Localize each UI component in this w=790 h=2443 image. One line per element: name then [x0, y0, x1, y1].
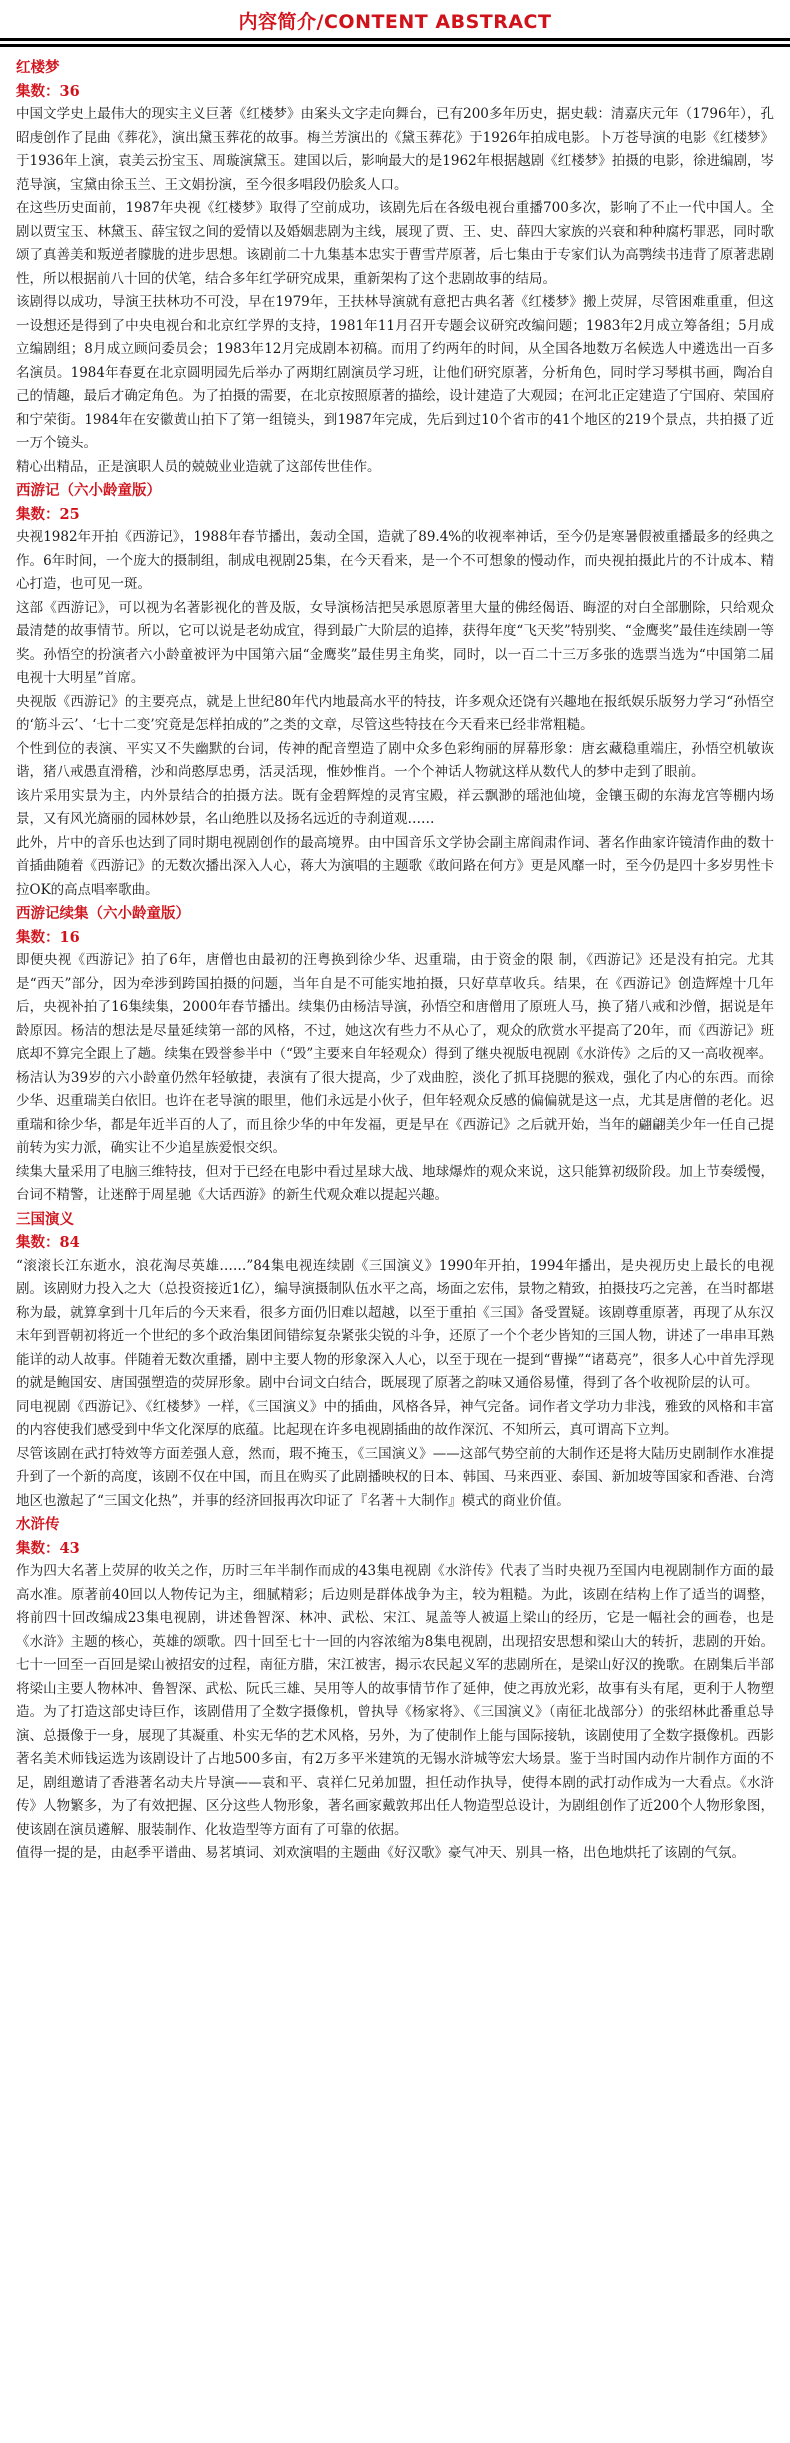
section-paragraph: 作为四大名著上荧屏的收关之作，历时三年半制作而成的43集电视剧《水浒传》代表了当时央视乃至国内电视剧制作方面的最高水准。原著前40回以人物传记为主，细腻精彩；后边则是群体战争为主，较为粗糙。为此，该剧在结构上作了适当的调整，将前四十回改编成23集电视剧，讲述鲁智深、林冲、武松、宋江、晁盖等人被逼上梁山的经历，它是一幅社会的画卷，也是《水浒》主题的核心，英雄的颂歌。四十回至七十一回的内容浓缩为8集电视剧，出现招安思想和梁山大的转折，悲剧的开始。七十一回至一百回是梁山被招安的过程，南征方腊，宋江被害，揭示农民起义军的悲剧所在，是梁山好汉的挽歌。在剧集后半部将梁山主要人物林冲、鲁智深、武松、阮氏三雄、吴用等人的故事情节作了延伸，使之再放光彩，故事有头有尾，更利于人物塑造。为了打造这部史诗巨作，该剧借用了全数字摄像机，曾执导《杨家将》、《三国演义》（南征北战部分）的张绍林此番重总导演、总摄像于一身，展现了其凝重、朴实无华的艺术风格，另外，为了使制作上能与国际接轨，该剧使用了全数字摄像机。西影著名美术师钱运选为该剧设计了占地500多亩，有2万多平米建筑的无锡水浒城等宏大场景。鉴于当时国内动作片制作方面的不足，剧组邀请了香港著名动夫片导演——袁和平、袁祥仁兄弟加盟，担任动作执导，使得本剧的武打动作成为一大看点。《水浒传》人物繁多，为了有效把握、区分这些人物形象，著名画家戴敦邦出任人物造型总设计，为剧组创作了近200个人物形象图，使该剧在演员遴解、服装制作、化妆造型等方面有了可靠的依据。	[16, 1563, 775, 1838]
section	[16, 902, 774, 1208]
section-paragraph: 该片采用实景为主，内外景结合的拍摄方法。既有金碧辉煌的灵宵宝殿，祥云飘渺的瑶池仙境，金镶玉砌的东海龙宫等棚内场景，又有风光旖丽的园林妙景，名山绝胜以及扬名远近的寺刹道观……	[16, 787, 774, 827]
episode-count: 集数：25	[16, 505, 80, 523]
section-paragraph: 此外，片中的音乐也达到了同时期电视剧创作的最高境界。由中国音乐文学协会副主席阎肃作词、著名作曲家许镜清作曲的数十首插曲随着《西游记》的无数次播出深入人心，蒋大为演唱的主题歌《敢问路在何方》更是风靡一时，至今仍是四十多岁男性卡拉OK的高点唱率歌曲。	[16, 834, 774, 898]
section-paragraph: 同电视剧《西游记》、《红楼梦》一样，《三国演义》中的插曲，风格各异，神气完备。词作者文学功力非浅，雅致的风格和丰富的内容使我们感受到中华文化深厚的底蕴。比起现在许多电视剧插曲的故作深沉、不知所云，真可谓高下立判。	[16, 1398, 774, 1438]
section-paragraph: 在这些历史面前，1987年央视《红楼梦》取得了空前成功，该剧先后在各级电视台重播700多次，影响了不止一代中国人。全剧以贾宝玉、林黛玉、薛宝钗之间的爱情以及婚姻悲剧为主线，展现了贾、王、史、薛四大家族的兴衰和种种腐朽罪恶，同时歌颂了真善美和叛逆者朦胧的进步思想。该剧前二十九集基本忠实于曹雪芹原著，后七集由于专家们认为高鹗续书违背了原著悲剧性，所以根据前八十回的伏笔，结合多年红学研究成果，重新架构了这个悲剧故事的结局。	[16, 200, 774, 287]
section-paragraph: 该剧得以成功，导演王扶林功不可没，早在1979年，王扶林导演就有意把古典名著《红楼梦》搬上荧屏，尽管困难重重，但这一设想还是得到了中央电视台和北京红学界的支持，1981年11月召开专题会议研究改编问题；1983年2月成立筹备组；5月成立编剧组；8月成立顾问委员会；1983年12月完成剧本初稿。而用了约两年的时间，从全国各地数万名候选人中遴选出一百多名演员。1984年春夏在北京圆明园先后举办了两期红剧演员学习班，让他们研究原著，分析角色，同时学习琴棋书画，陶冶自己的情趣，最后才确定角色。为了拍摄的需要，在北京按照原著的描绘，设计建造了大观园；在河北正定建造了宁国府、荣国府和宁荣街。1984年在安徽黄山拍下了第一组镜头，到1987年完成，先后到过10个省市的41个地区的219个景点，共拍摄了近一万个镜头。	[16, 294, 774, 451]
section-paragraph: 个性到位的表演、平实又不失幽默的台词，传神的配音塑造了剧中众多色彩绚丽的屏幕形象：唐玄藏稳重端庄，孙悟空机敏诙谐，猪八戒愚直滑稽，沙和尚憨厚忠勇，活灵活现，惟妙惟肖。一个个神话人物就这样从数代人的梦中走到了眼前。	[16, 740, 774, 780]
header-rule-top	[0, 38, 790, 41]
section-paragraph: 央视1982年开拍《西游记》，1988年春节播出，轰动全国，造就了89.4%的收视率神话，至今仍是寒暑假被重播最多的经典之作。6年时间，一个庞大的摄制组，制成电视剧25集，在今天看来，是一个不可想象的慢动作，而央视拍摄此片的不计成本、精心打造，也可见一斑。	[16, 529, 774, 592]
section	[16, 479, 774, 902]
section	[16, 1513, 774, 1866]
section-title: 西游记续集（六小龄童版）	[16, 905, 190, 922]
abstract-content	[16, 56, 774, 1866]
page-title: 内容简介/CONTENT ABSTRACT	[238, 10, 552, 33]
section-paragraph: 尽管该剧在武打特效等方面差强人意，然而，瑕不掩玉，《三国演义》——这部气势空前的大制作还是将大陆历史剧制作水准提升到了一个新的高度，该剧不仅在中国，而且在购买了此剧播映权的日本、韩国、马来西亚、泰国、新加坡等国家和香港、台湾地区也激起了“三国文化热”，并事的经济回报再次印证了『名著＋大制作』模式的商业价值。	[16, 1445, 774, 1509]
section-paragraph: 续集大量采用了电脑三维特技，但对于已经在电影中看过星球大战、地球爆炸的观众来说，这只能算初级阶段。加上节奏缓慢，台词不精警，让迷醉于周星驰《大话西游》的新生代观众难以提起兴趣。	[16, 1163, 774, 1203]
section-paragraph: 精心出精品，正是演职人员的兢兢业业造就了这部传世佳作。	[16, 458, 381, 475]
section-title: 西游记（六小龄童版）	[16, 482, 161, 499]
section-paragraph: “滚滚长江东逝水，浪花淘尽英雄……”84集电视连续剧《三国演义》1990年开拍，1994年播出，是央视历史上最长的电视剧。该剧财力投入之大（总投资接近1亿），编导演摄制队伍水平之高，场面之宏伟，景物之精致，拍摄技巧之完善，在当时都堪称为最，就算拿到十几年后的今天来看，很多方面仍旧难以超越，以至于重拍《三国》备受置疑。该剧尊重原著，再现了从东汉末年到晋朝初将近一个世纪的多个政治集团间错综复杂紧张尖锐的斗争，还原了一个个老少皆知的三国人物，讲述了一串串耳熟能详的动人故事。伴随着无数次重播，剧中主要人物的形象深入人心，以至于现在一提到“曹操”“诸葛亮”，很多人心中首先浮现的就是鲍国安、唐国强塑造的荧屏形象。剧中台词文白结合，既展现了原著之韵味又通俗易懂，得到了各个收视阶层的认可。	[16, 1257, 774, 1391]
episode-count: 集数：16	[16, 928, 80, 946]
section-paragraph: 即便央视《西游记》拍了6年，唐僧也由最初的汪粤换到徐少华、迟重瑞，由于资金的限 制，《西游记》还是没有拍完。尤其是“西天”部分，因为牵涉到跨国拍摄的问题，当年自是不可能实地拍摄，只好草草收兵。结果，在《西游记》创造辉煌十几年后，央视补拍了16集续集，2000年春节播出。续集仍由杨洁导演，孙悟空和唐僧用了原班人马，换了猪八戒和沙僧，据说是年龄原因。杨洁的想法是尽量延续第一部的风格，不过，她这次有些力不从心了，观众的欣赏水平提高了20年，而《西游记》班底却不算完全跟上了趟。续集在毁誉参半中（“毁”主要来自年轻观众）得到了继央视版电视剧《水浒传》之后的又一高收视率。	[16, 952, 774, 1062]
episode-count: 集数：84	[16, 1234, 80, 1251]
section-paragraph: 央视版《西游记》的主要亮点，就是上世纪80年代内地最高水平的特技，许多观众还饶有兴趣地在报纸娱乐版努力学习“孙悟空的‘筋斗云’、‘七十二变’究竟是怎样拍成的”之类的文章，尽管这些特技在今天看来已经非常粗糙。	[16, 693, 774, 733]
section	[16, 56, 774, 479]
section-paragraph: 这部《西游记》，可以视为名著影视化的普及版，女导演杨洁把吴承恩原著里大量的佛经偈语、晦涩的对白全部删除，只给观众最清楚的故事情节。所以，它可以说是老幼成宜，得到最广大阶层的追捧，获得年度“飞天奖”特别奖、“金鹰奖”最佳连续剧一等奖。孙悟空的扮演者六小龄童被评为中国第六届“金鹰奖”最佳男主角奖，同时，以一百二十三万多张的选票当选为“中国第二届电视十大明星”首席。	[16, 599, 774, 686]
section	[16, 1208, 774, 1514]
section-paragraph: 值得一提的是，由赵季平谱曲、易茗填词、刘欢演唱的主题曲《好汉歌》豪气冲天、别具一格，出色地烘托了该剧的气氛。	[16, 1845, 745, 1861]
section-paragraph: 中国文学史上最伟大的现实主义巨著《红楼梦》由案头文字走向舞台，已有200多年历史，据史载：清嘉庆元年（1796年），孔昭虔创作了昆曲《葬花》，演出黛玉葬花的故事。梅兰芳演出的《黛玉葬花》于1926年拍成电影。卜万苍导演的电影《红楼梦》于1936年上演，袁美云扮宝玉、周璇演黛玉。建国以后，影响最大的是1962年根据越剧《红楼梦》拍摄的电影，徐进编剧，岑范导演，宝黛由徐玉兰、王文娟扮演，至今很多唱段仍脍炙人口。	[16, 106, 774, 193]
section-title: 水浒传	[16, 1516, 60, 1533]
section-title: 红楼梦	[16, 59, 60, 76]
section-paragraph: 杨洁认为39岁的六小龄童仍然年轻敏捷，表演有了很大提高，少了戏曲腔，淡化了抓耳挠腮的猴戏，强化了内心的东西。而徐少华、迟重瑞美白依旧。也许在老导演的眼里，他们永远是小伙子，但年轻观众反感的偏偏就是这一点，尤其是唐僧的老化。迟重瑞和徐少华，都是年近半百的人了，而且徐少华的中年发福，更是早在《西游记》之后就开始，当年的翩翩美少年一任自己提前转为实力派，确实让不少追星族爱恨交织。	[16, 1069, 774, 1156]
episode-count: 集数：36	[16, 82, 80, 100]
header-rule-bottom	[0, 44, 790, 47]
episode-count: 集数：43	[16, 1539, 80, 1557]
section-title: 三国演义	[16, 1210, 74, 1228]
header-bar	[0, 0, 790, 40]
